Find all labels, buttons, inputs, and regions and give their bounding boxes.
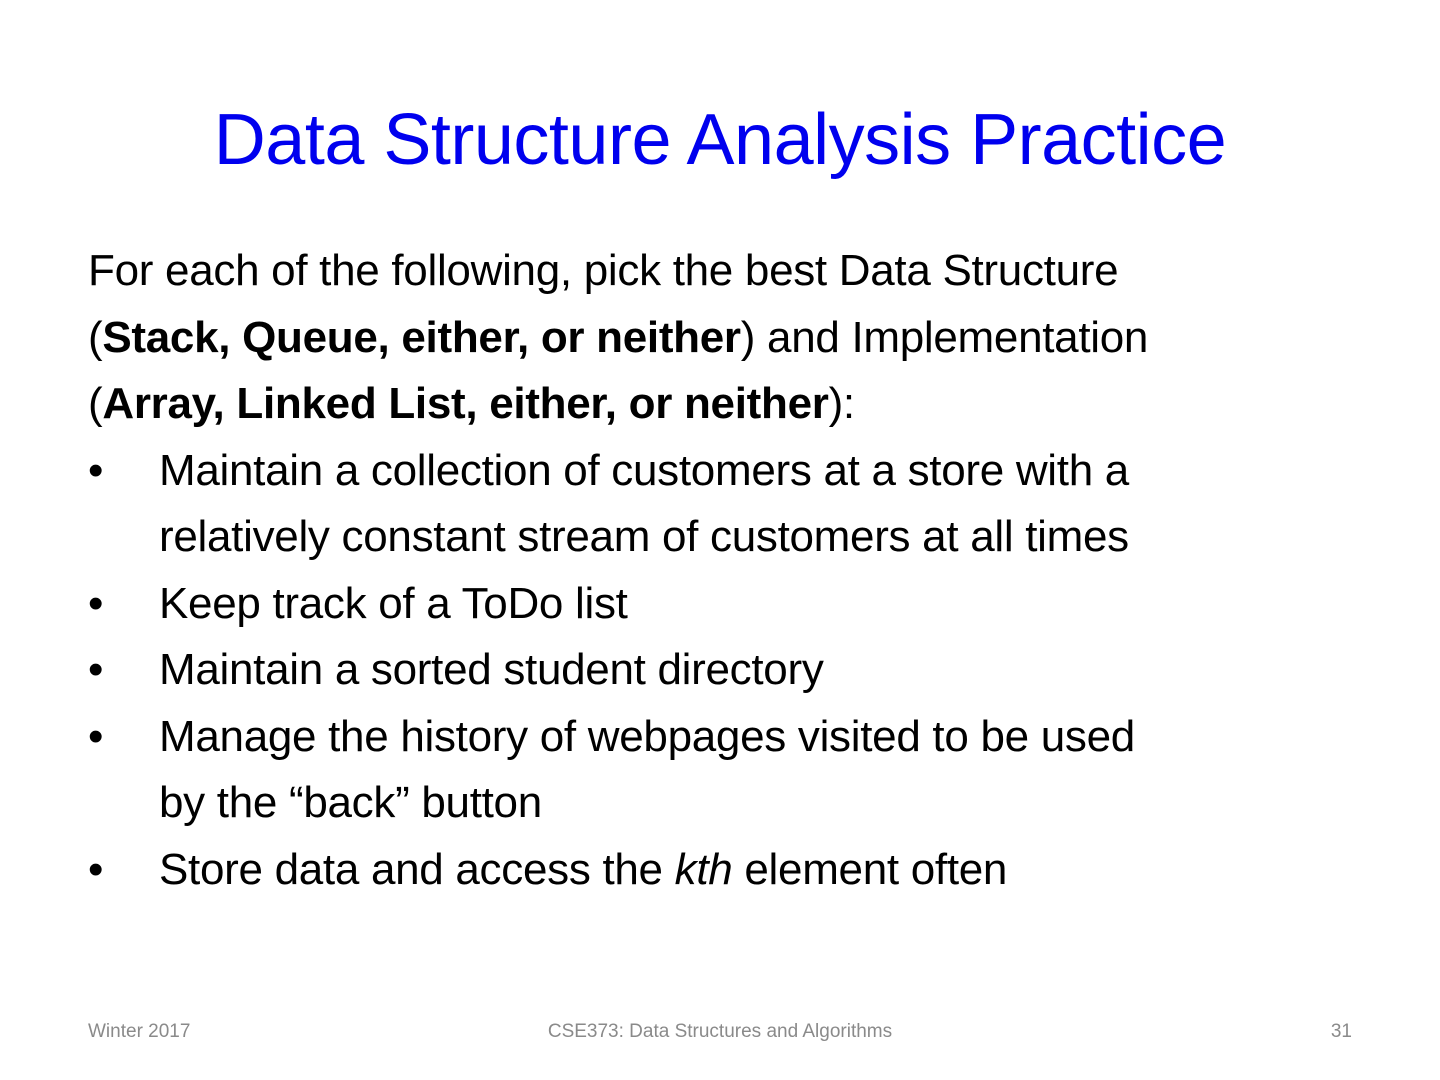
bullet-item [88,704,1368,837]
bullet-text-post: element often [732,844,1008,894]
bullet-text-emphasis: kth [674,844,733,894]
bullet-item [88,837,1368,904]
intro-data-structure-options: Stack, Queue, either, or neither [102,312,741,362]
intro-line-3-rest: ): [828,379,855,428]
intro-line-3 [88,371,1368,438]
bullet-icon: • [88,711,104,761]
bullet-icon: • [88,844,104,894]
bullet-item [88,438,1368,571]
slide-title: Data Structure Analysis Practice [213,100,1227,180]
bullet-icon: • [88,645,104,694]
intro-paren-open: ( [88,312,103,362]
bullet-list [88,438,1368,904]
bullet-text-pre: Store data and access the [159,844,675,894]
bullet-item [88,637,1368,704]
slide-body [88,238,1368,903]
bullet-icon: • [88,445,104,495]
footer-date: Winter 2017 [88,1021,191,1042]
bullet-text-line: Keep track of a ToDo list [159,578,628,628]
intro-line-2-rest: ) and Implementation [740,312,1149,362]
bullet-text-line: by the “back” button [159,778,542,827]
intro-line-2 [88,305,1368,372]
bullet-text-line: Manage the history of webpages visited to be used [159,711,1135,761]
footer-course: CSE373: Data Structures and Algorithms [547,1021,893,1042]
intro-implementation-options: Array, Linked List, either, or neither [102,379,829,428]
bullet-text-line: relatively constant stream of customers at all times [159,512,1129,561]
bullet-text-line: Maintain a sorted student directory [159,645,824,694]
bullet-text-line: Maintain a collection of customers at a store with a [159,445,1129,495]
intro-line-1: For each of the following, pick the best Data Structure [88,246,1119,295]
bullet-icon: • [88,578,104,628]
intro-paren-open: ( [88,379,103,428]
bullet-text-line [159,837,1368,904]
bullet-item [88,571,1368,638]
footer-page-number: 31 [1330,1021,1352,1042]
